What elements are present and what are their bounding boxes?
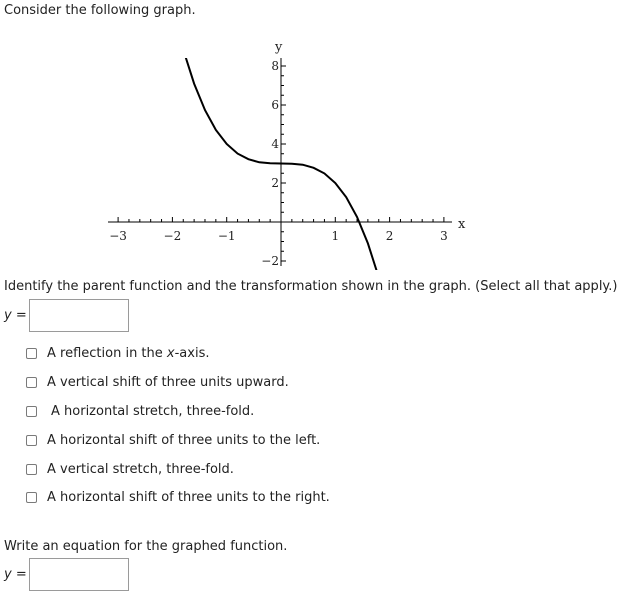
function-graph (0, 0, 628, 275)
option-text: A vertical stretch, three-fold. (47, 462, 234, 477)
answer-label: y = (4, 567, 27, 582)
option-checkbox[interactable] (26, 377, 37, 388)
option-row[interactable] (26, 433, 320, 448)
option-row[interactable] (26, 462, 234, 477)
y-tick-label: 8 (271, 59, 279, 73)
option-row[interactable] (26, 375, 289, 390)
answer-row-equation (4, 558, 129, 591)
option-text: A horizontal shift of three units to the right. (47, 490, 330, 505)
option-row[interactable] (26, 490, 330, 505)
option-checkbox[interactable] (26, 435, 37, 446)
option-row[interactable] (26, 346, 209, 361)
x-axis-label: x (458, 217, 466, 232)
option-checkbox[interactable] (26, 348, 37, 359)
option-checkbox[interactable] (26, 406, 37, 417)
x-tick-label: 1 (331, 229, 340, 243)
option-text-suffix: -axis. (174, 346, 210, 361)
option-label (47, 375, 289, 390)
option-label (47, 346, 209, 361)
option-text: A horizontal stretch, three-fold. (51, 404, 255, 419)
option-label (47, 462, 234, 477)
x-tick-label: 2 (385, 229, 394, 243)
option-checkbox[interactable] (26, 492, 37, 503)
option-text: A vertical shift of three units upward. (47, 375, 289, 390)
answer-label: y = (4, 308, 27, 323)
x-tick-label: −1 (217, 229, 236, 243)
option-variable: x (166, 346, 175, 361)
answer-row-parent (4, 299, 129, 332)
y-tick-label: 2 (271, 176, 279, 190)
y-tick-label: 6 (271, 98, 279, 112)
equation-input[interactable] (29, 558, 129, 591)
question-equation: Write an equation for the graphed function. (4, 539, 288, 554)
option-checkbox[interactable] (26, 464, 37, 475)
option-text: A horizontal shift of three units to the left. (47, 433, 321, 448)
option-label (47, 490, 330, 505)
x-tick-label: −3 (109, 229, 127, 243)
option-text: A reflection in the (47, 346, 167, 361)
option-label (51, 404, 254, 419)
y-tick-label: 4 (271, 137, 279, 151)
parent-function-input[interactable] (29, 299, 129, 332)
intro-text: Consider the following graph. (4, 3, 196, 18)
option-row[interactable] (26, 404, 254, 419)
x-tick-label: −2 (163, 229, 182, 243)
y-tick-label: −2 (261, 254, 279, 268)
y-axis-label: y (275, 40, 283, 55)
x-tick-label: 3 (440, 229, 448, 243)
question-identify: Identify the parent function and the transformation shown in the graph. (Select all that apply.) (4, 279, 618, 294)
option-label (47, 433, 320, 448)
